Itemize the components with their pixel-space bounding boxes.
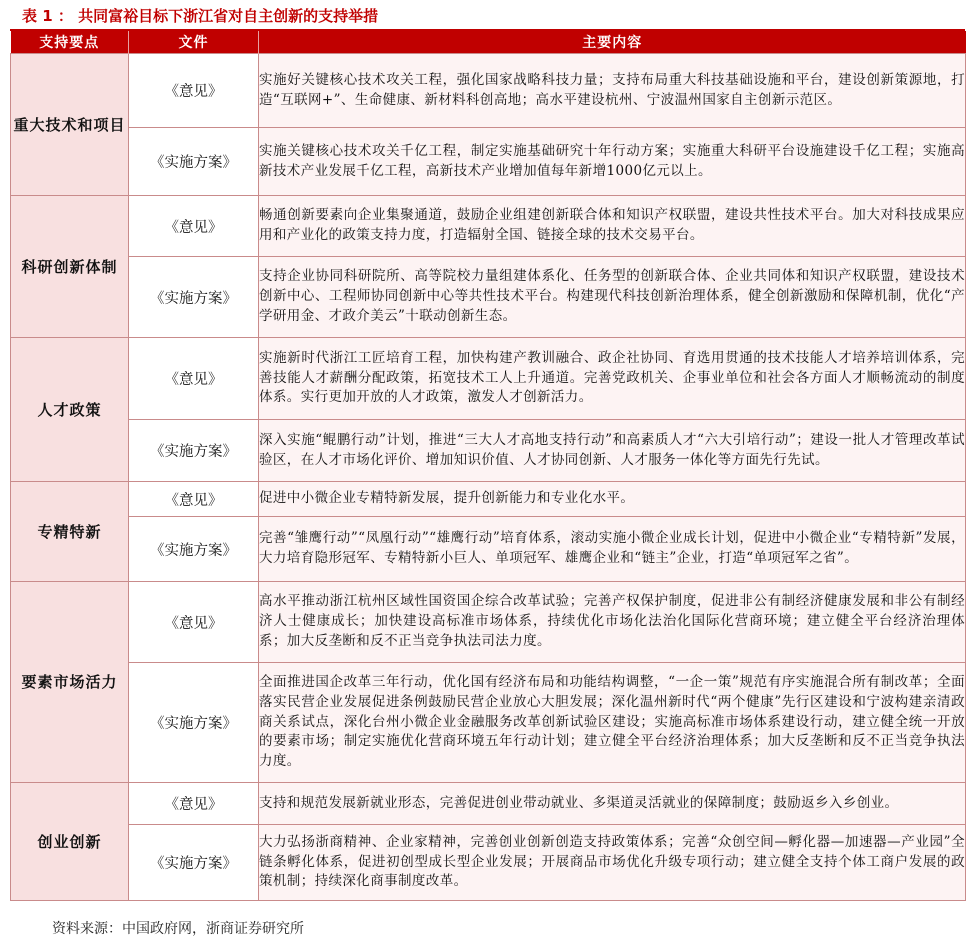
document-cell: 《意见》: [129, 783, 259, 825]
table-row: [11, 257, 966, 338]
content-cell: 促进中小微企业专精特新发展，提升创新能力和专业化水平。: [259, 482, 966, 517]
table-row: [11, 196, 966, 257]
table-row: [11, 825, 966, 901]
content-cell: 支持和规范发展新就业形态，完善促进创业带动就业、多渠道灵活就业的保障制度；鼓励返乡入乡创业。: [259, 783, 966, 825]
document-cell: 《意见》: [129, 582, 259, 663]
content-cell: 实施新时代浙江工匠培育工程，加快构建产教训融合、政企社协同、育选用贯通的技术技能人才培养培训体系，完善技能人才薪酬分配政策，拓宽技术工人上升通道。完善党政机关、企事业单位和社会各方面人才顺畅流动的制度体系。实行更加开放的人才政策，激发人才创新活力。: [259, 338, 966, 420]
category-cell: 重大技术和项目: [11, 54, 129, 196]
content-cell: 高水平推动浙江杭州区域性国资国企综合改革试验；完善产权保护制度，促进非公有制经济健康发展和非公有制经济人士健康成长；加快建设高标准市场体系，持续优化市场化法治化国际化营商环境；建立健全平台经济治理体系；加大反垄断和反不正当竞争执法司法力度。: [259, 582, 966, 663]
document-cell: 《意见》: [129, 482, 259, 517]
category-cell: 科研创新体制: [11, 196, 129, 338]
content-cell: 深入实施“鲲鹏行动”计划，推进“三大人才高地支持行动”和高素质人才“六大引培行动”；建设一批人才管理改革试验区，在人才市场化评价、增加知识价值、人才协同创新、人才服务一体化等方面先行先试。: [259, 420, 966, 482]
table-title: 表 1 ： 共同富裕目标下浙江省对自主创新的支持举措: [22, 7, 379, 25]
table-row: [11, 582, 966, 663]
content-cell: 支持企业协同科研院所、高等院校力量组建体系化、任务型的创新联合体、企业共同体和知识产权联盟，建设技术创新中心、工程师协同创新中心等共性技术平台。构建现代科技创新治理体系，健全创新激励和保障机制，优化“产学研用金、才政介美云”十联动创新生态。: [259, 257, 966, 338]
table-row: [11, 783, 966, 825]
table-row: [11, 54, 966, 128]
table-row: [11, 482, 966, 517]
content-cell: 大力弘扬浙商精神、企业家精神，完善创业创新创造支持政策体系；完善“众创空间—孵化器—加速器—产业园”全链条孵化体系，促进初创型成长型企业发展；开展商品市场优化升级专项行动；建立健全支持个体工商户发展的政策机制；持续深化商事制度改革。: [259, 825, 966, 901]
document-cell: 《意见》: [129, 338, 259, 420]
document-cell: 《实施方案》: [129, 128, 259, 196]
category-cell: 要素市场活力: [11, 582, 129, 783]
document-cell: 《实施方案》: [129, 663, 259, 783]
table-header-row: [11, 31, 966, 54]
category-cell: 创业创新: [11, 783, 129, 901]
header-support-point: 支持要点: [11, 31, 129, 54]
table-row: [11, 663, 966, 783]
source-note: 资料来源：中国政府网，浙商证券研究所: [52, 921, 304, 937]
content-cell: 全面推进国企改革三年行动，优化国有经济布局和功能结构调整，“一企一策”规范有序实施混合所有制改革；全面落实民营企业发展促进条例鼓励民营企业放心大胆发展；深化温州新时代“两个健康”先行区建设和宁波构建亲清政商关系试点，深化台州小微企业金融服务改革创新试验区建设；实施高标准市场体系建设行动，建立健全统一开放的要素市场；制定实施优化营商环境五年行动计划；建立健全平台经济治理体系；加大反垄断和反不正当竞争执法力度。: [259, 663, 966, 783]
document-cell: 《意见》: [129, 54, 259, 128]
table-row: [11, 338, 966, 420]
content-cell: 实施关键核心技术攻关千亿工程，制定实施基础研究十年行动方案；实施重大科研平台设施建设千亿工程；实施高新技术产业发展千亿工程，高新技术产业增加值每年新增1000亿元以上。: [259, 128, 966, 196]
document-cell: 《实施方案》: [129, 825, 259, 901]
header-document: 文件: [129, 31, 259, 54]
content-cell: 畅通创新要素向企业集聚通道，鼓励企业组建创新联合体和知识产权联盟，建设共性技术平台。加大对科技成果应用和产业化的政策支持力度，打造辐射全国、链接全球的技术交易平台。: [259, 196, 966, 257]
document-cell: 《意见》: [129, 196, 259, 257]
category-cell: 人才政策: [11, 338, 129, 482]
table-row: [11, 517, 966, 582]
content-cell: 完善“雏鹰行动”“凤凰行动”“雄鹰行动”培育体系，滚动实施小微企业成长计划，促进中小微企业“专精特新”发展，大力培育隐形冠军、专精特新小巨人、单项冠军、雄鹰企业和“链主”企业，打造“单项冠军之省”。: [259, 517, 966, 582]
header-main-content: 主要内容: [259, 31, 966, 54]
content-cell: 实施好关键核心技术攻关工程，强化国家战略科技力量；支持布局重大科技基础设施和平台，建设创新策源地，打造“互联网+”、生命健康、新材料科创高地；高水平建设杭州、宁波温州国家自主创新示范区。: [259, 54, 966, 128]
document-cell: 《实施方案》: [129, 420, 259, 482]
document-cell: 《实施方案》: [129, 517, 259, 582]
policy-table: [10, 31, 966, 901]
table-row: [11, 128, 966, 196]
category-cell: 专精特新: [11, 482, 129, 582]
table-row: [11, 420, 966, 482]
document-cell: 《实施方案》: [129, 257, 259, 338]
